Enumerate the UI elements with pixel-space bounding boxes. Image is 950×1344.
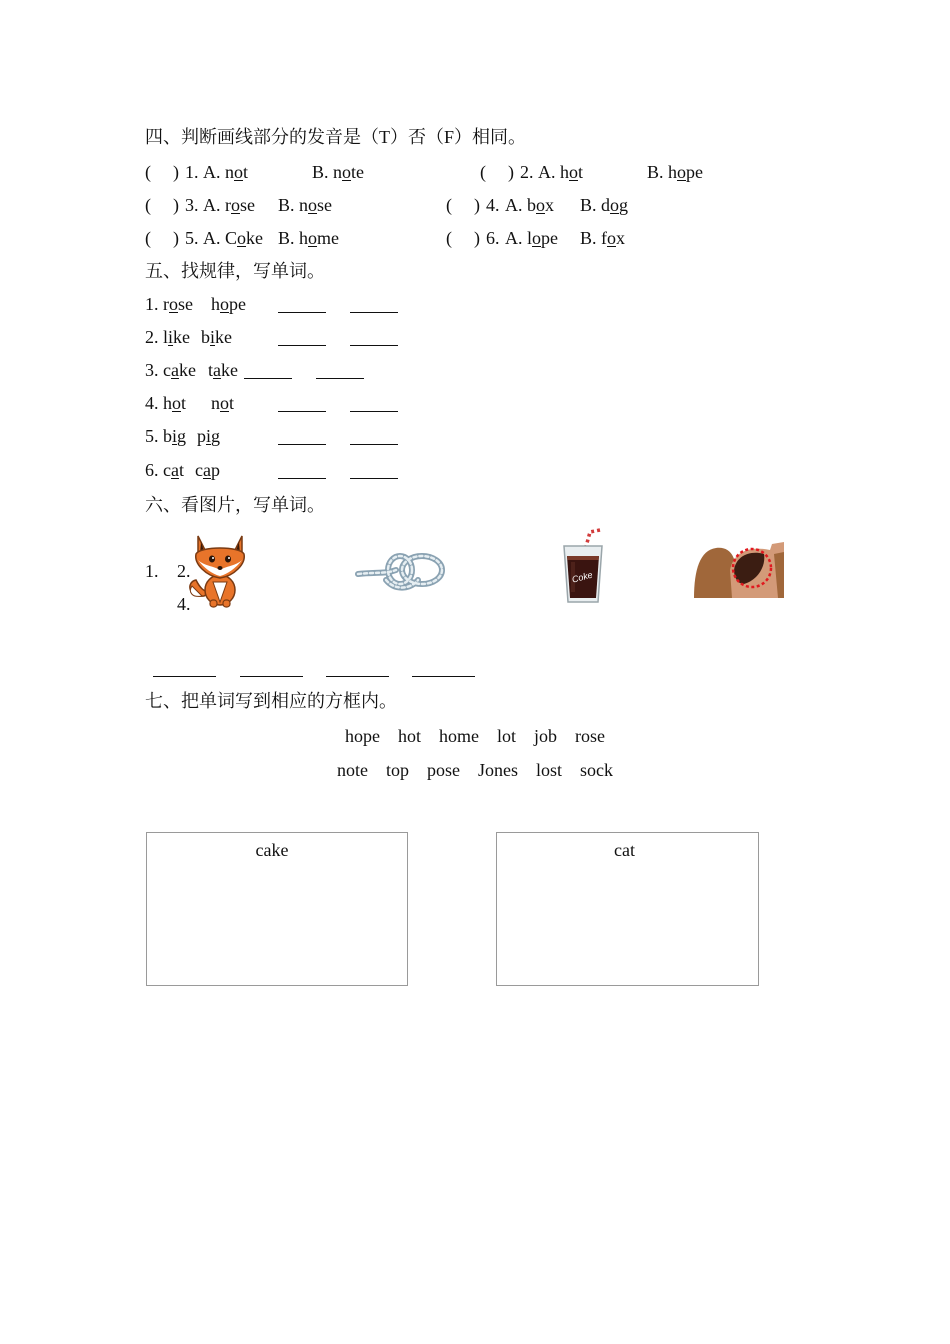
option-a: A. box (505, 195, 554, 215)
word-1: cake (163, 360, 196, 380)
answer-blank[interactable] (350, 296, 398, 313)
word-bank-row-2 (0, 759, 950, 781)
row-number: 2. (145, 327, 159, 347)
fox-illustration (184, 530, 256, 610)
word-bank-item: job (534, 726, 558, 746)
word-bank-item: hope (344, 726, 380, 746)
word-bank-item: note (336, 760, 368, 780)
question-number: 4. (486, 195, 500, 215)
row-number: 5. (145, 426, 159, 446)
word-bank-item: Jones (478, 760, 518, 780)
word-bank-item: hot (397, 726, 421, 746)
section7-title: 七、把单词写到相应的方框内。 (145, 691, 397, 711)
answer-blank[interactable] (153, 660, 216, 677)
row-number: 6. (145, 460, 159, 480)
option-a: A. Coke (203, 228, 264, 248)
question-number: 2. (520, 162, 534, 182)
word-bank-item: top (385, 760, 409, 780)
word-bank-item: sock (580, 760, 614, 780)
answer-paren-open[interactable]: ( (446, 195, 452, 215)
word-2: bike (201, 327, 233, 347)
answer-paren-close: ) (474, 195, 480, 215)
answer-paren-close: ) (173, 228, 179, 248)
cake-box-label: cake (255, 840, 289, 860)
row-number: 3. (145, 360, 159, 380)
word-1: like (163, 327, 191, 347)
picture-label-1: 1. (145, 561, 159, 581)
option-b: B. dog (580, 195, 629, 215)
answer-blank[interactable] (278, 428, 326, 445)
word-2: pig (197, 426, 221, 446)
option-a: A. not (203, 162, 249, 182)
picture-label-2: 2. (177, 561, 191, 581)
word-2: cap (195, 460, 220, 480)
cake-category-box[interactable] (146, 832, 408, 986)
rope-knot-illustration (356, 544, 448, 596)
row-number: 1. (145, 294, 159, 314)
word-1: hot (163, 393, 187, 413)
section4-title: 四、判断画线部分的发音是（T）否（F）相同。 (145, 127, 527, 147)
option-b: B. note (312, 162, 365, 182)
answer-paren-open[interactable]: ( (480, 162, 486, 182)
dog-nose-icon (694, 542, 784, 598)
option-b: B. home (278, 228, 340, 248)
answer-blank[interactable] (412, 660, 475, 677)
dog-nose-illustration (694, 540, 786, 598)
word-2: take (208, 360, 239, 380)
word-1: cat (163, 460, 185, 480)
word-bank-item: rose (575, 726, 606, 746)
answer-paren-open[interactable]: ( (145, 228, 151, 248)
word-bank-item: lot (496, 726, 516, 746)
section6-title: 六、看图片，写单词。 (145, 495, 325, 515)
cat-category-box[interactable] (496, 832, 759, 986)
answer-paren-open[interactable]: ( (446, 228, 452, 248)
answer-paren-close: ) (173, 195, 179, 215)
answer-blank[interactable] (278, 395, 326, 412)
answer-blank[interactable] (350, 462, 398, 479)
answer-blank[interactable] (316, 362, 364, 379)
word-1: big (163, 426, 187, 446)
word-1: rose (163, 294, 193, 314)
picture-label-4: 4. (177, 594, 191, 614)
word-2: not (211, 393, 235, 413)
cat-box-label: cat (614, 840, 635, 860)
word-bank-item: lost (536, 760, 563, 780)
answer-blank[interactable] (278, 329, 326, 346)
answer-paren-close: ) (508, 162, 514, 182)
answer-blank[interactable] (350, 329, 398, 346)
coke-glass-icon (564, 530, 602, 602)
fox-icon (190, 536, 244, 607)
answer-paren-close: ) (474, 228, 480, 248)
answer-paren-open[interactable]: ( (145, 162, 151, 182)
answer-blank[interactable] (244, 362, 292, 379)
answer-blank[interactable] (240, 660, 303, 677)
option-b: B. hope (647, 162, 704, 182)
answer-blank[interactable] (350, 428, 398, 445)
coke-glass-label: Coke (570, 569, 594, 585)
word-2: hope (211, 294, 246, 314)
answer-blank[interactable] (278, 462, 326, 479)
answer-blank[interactable] (278, 296, 326, 313)
question-number: 6. (486, 228, 500, 248)
option-a: A. hot (538, 162, 584, 182)
answer-blank[interactable] (350, 395, 398, 412)
answer-blank[interactable] (326, 660, 389, 677)
question-number: 3. (185, 195, 199, 215)
option-a: A. lope (505, 228, 558, 248)
word-bank-item: home (438, 726, 479, 746)
section5-title: 五、找规律，写单词。 (145, 261, 325, 281)
answer-paren-open[interactable]: ( (145, 195, 151, 215)
question-number: 1. (185, 162, 199, 182)
option-b: B. fox (580, 228, 625, 248)
word-bank-row-1 (0, 725, 950, 747)
question-number: 5. (185, 228, 199, 248)
coke-glass-illustration (560, 526, 606, 606)
row-number: 4. (145, 393, 159, 413)
word-bank-item: pose (427, 760, 460, 780)
option-a: A. rose (203, 195, 255, 215)
answer-paren-close: ) (173, 162, 179, 182)
rope-knot-icon (358, 556, 442, 588)
option-b: B. nose (278, 195, 333, 215)
